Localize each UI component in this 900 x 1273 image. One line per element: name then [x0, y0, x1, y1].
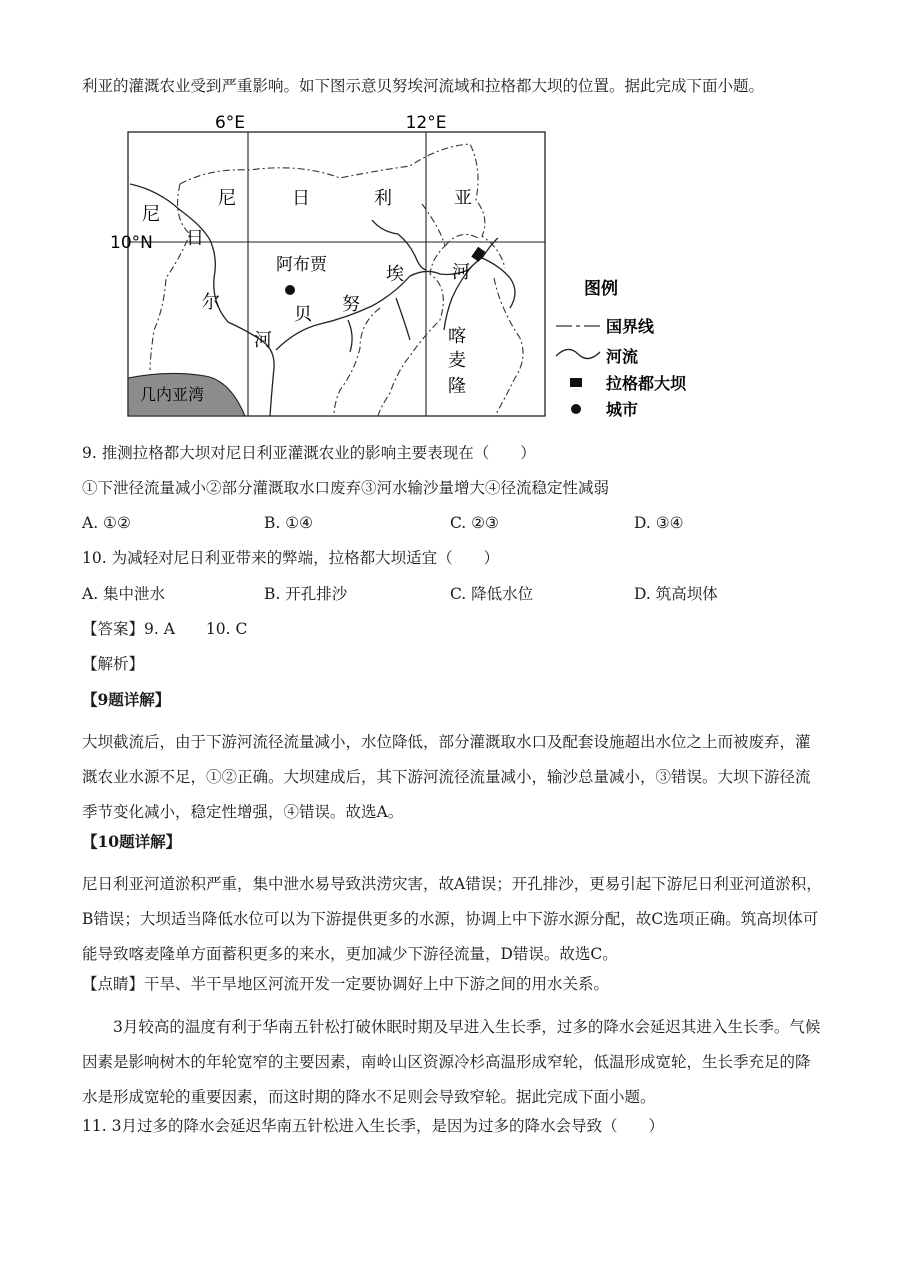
- abuja-label: 阿布贾: [276, 255, 327, 275]
- q9-option-a: A. ①②: [82, 514, 131, 532]
- map-frame: [128, 132, 545, 416]
- abuja-city-dot: [285, 285, 295, 295]
- niger-river-char: 尔: [202, 292, 220, 313]
- niger-river-char: 尼: [142, 204, 160, 225]
- q9-detail-text: 大坝截流后，由于下游河流径流量减小，水位降低，部分灌溉取水口及配套设施超出水位之上而被废弃，灌溉农业水源不足，①②正确。大坝建成后，其下游河流径流量减小，输沙总量减小，③错误。大坝下游径流季节变化减小，稳定性增强，④错误。故选A。: [82, 733, 811, 821]
- q9-statements: ①下泄径流量减小②部分灌溉取水口废弃③河水输沙量增大④径流稳定性减弱: [82, 479, 610, 497]
- label-12e: 12°E: [405, 113, 447, 133]
- niger-river-char: 河: [254, 330, 272, 351]
- q10-option-a: A. 集中泄水: [82, 585, 166, 603]
- country-char: 利: [374, 188, 392, 209]
- answer-line: 【答案】9. A 10. C: [82, 620, 248, 638]
- q10-option-c: C. 降低水位: [450, 585, 534, 603]
- q10-option-d: D. 筑高坝体: [634, 585, 718, 603]
- cameroon-char: 喀: [448, 326, 466, 347]
- benue-river-char: 河: [452, 262, 470, 283]
- legend-river-label: 河流: [606, 347, 639, 366]
- q9-option-c: C. ②③: [450, 514, 499, 532]
- intro-text: 利亚的灌溉农业受到严重影响。如下图示意贝努埃河流域和拉格都大坝的位置。据此完成下面小题。: [82, 77, 765, 95]
- q10-detail-text: 尼日利亚河道淤积严重，集中泄水易导致洪涝灾害，故A错误；开孔排沙，更易引起下游尼日利亚河道淤积，B错误；大坝适当降低水位可以为下游提供更多的水源，协调上中下游水源分配，故C选项正确。筑高坝体可能导致喀麦隆单方面蓄积更多的来水，更加减少下游径流量，D错误。故选C。: [82, 875, 822, 963]
- benue-river-char: 努: [342, 294, 360, 315]
- country-char: 尼: [218, 188, 236, 209]
- analysis-label: 【解析】: [82, 655, 145, 673]
- legend-city-label: 城市: [606, 400, 639, 419]
- q9-option-b: B. ①④: [264, 514, 314, 532]
- passage-2: 3月较高的温度有利于华南五针松打破休眠时期及早进入生长季，过多的降水会延迟其进入生长季。气候因素是影响树木的年轮宽窄的主要因素，南岭山区资源冷杉高温形成窄轮，低温形成宽轮，生长季充足的降水是形成宽轮的重要因素，而这时期的降水不足则会导致窄轮。据此完成下面小题。: [82, 1018, 821, 1106]
- q10-option-b: B. 开孔排沙: [264, 585, 348, 603]
- legend-border-label: 国界线: [606, 317, 655, 336]
- q10-stem: 10. 为减轻对尼日利亚带来的弊端，拉格都大坝适宜（ ）: [82, 549, 500, 567]
- legend-title: 图例: [584, 279, 618, 299]
- niger-river-char: 日: [186, 228, 204, 249]
- gulf-label: 几内亚湾: [140, 385, 205, 404]
- comment-line: 【点睛】干旱、半干旱地区河流开发一定要协调好上中下游之间的用水关系。: [82, 975, 610, 993]
- country-char: 亚: [454, 188, 472, 209]
- legend-dam-label: 拉格都大坝: [606, 374, 687, 393]
- map-legend: [556, 278, 687, 419]
- q11-stem: 11. 3月过多的降水会延迟华南五针松进入生长季，是因为过多的降水会导致（ ）: [82, 1117, 664, 1135]
- label-10n: 10°N: [110, 233, 153, 253]
- cameroon-char: 隆: [448, 376, 466, 397]
- benue-basin-map: [110, 108, 710, 428]
- cameroon-char: 麦: [448, 350, 466, 371]
- q9-stem: 9. 推测拉格都大坝对尼日利亚灌溉农业的影响主要表现在（ ）: [82, 444, 536, 462]
- q9-option-d: D. ③④: [634, 514, 684, 532]
- legend-dam-symbol: [570, 378, 582, 387]
- legend-river-symbol: [556, 349, 600, 358]
- q10-detail-title: 【10题详解】: [82, 832, 182, 851]
- legend-city-symbol: [571, 404, 581, 414]
- benue-river-char: 贝: [294, 304, 312, 325]
- lagdo-dam-marker: [471, 247, 485, 262]
- q9-detail-title: 【9题详解】: [82, 690, 171, 709]
- benue-river-char: 埃: [386, 264, 404, 285]
- label-6e: 6°E: [214, 113, 246, 133]
- country-char: 日: [292, 188, 310, 209]
